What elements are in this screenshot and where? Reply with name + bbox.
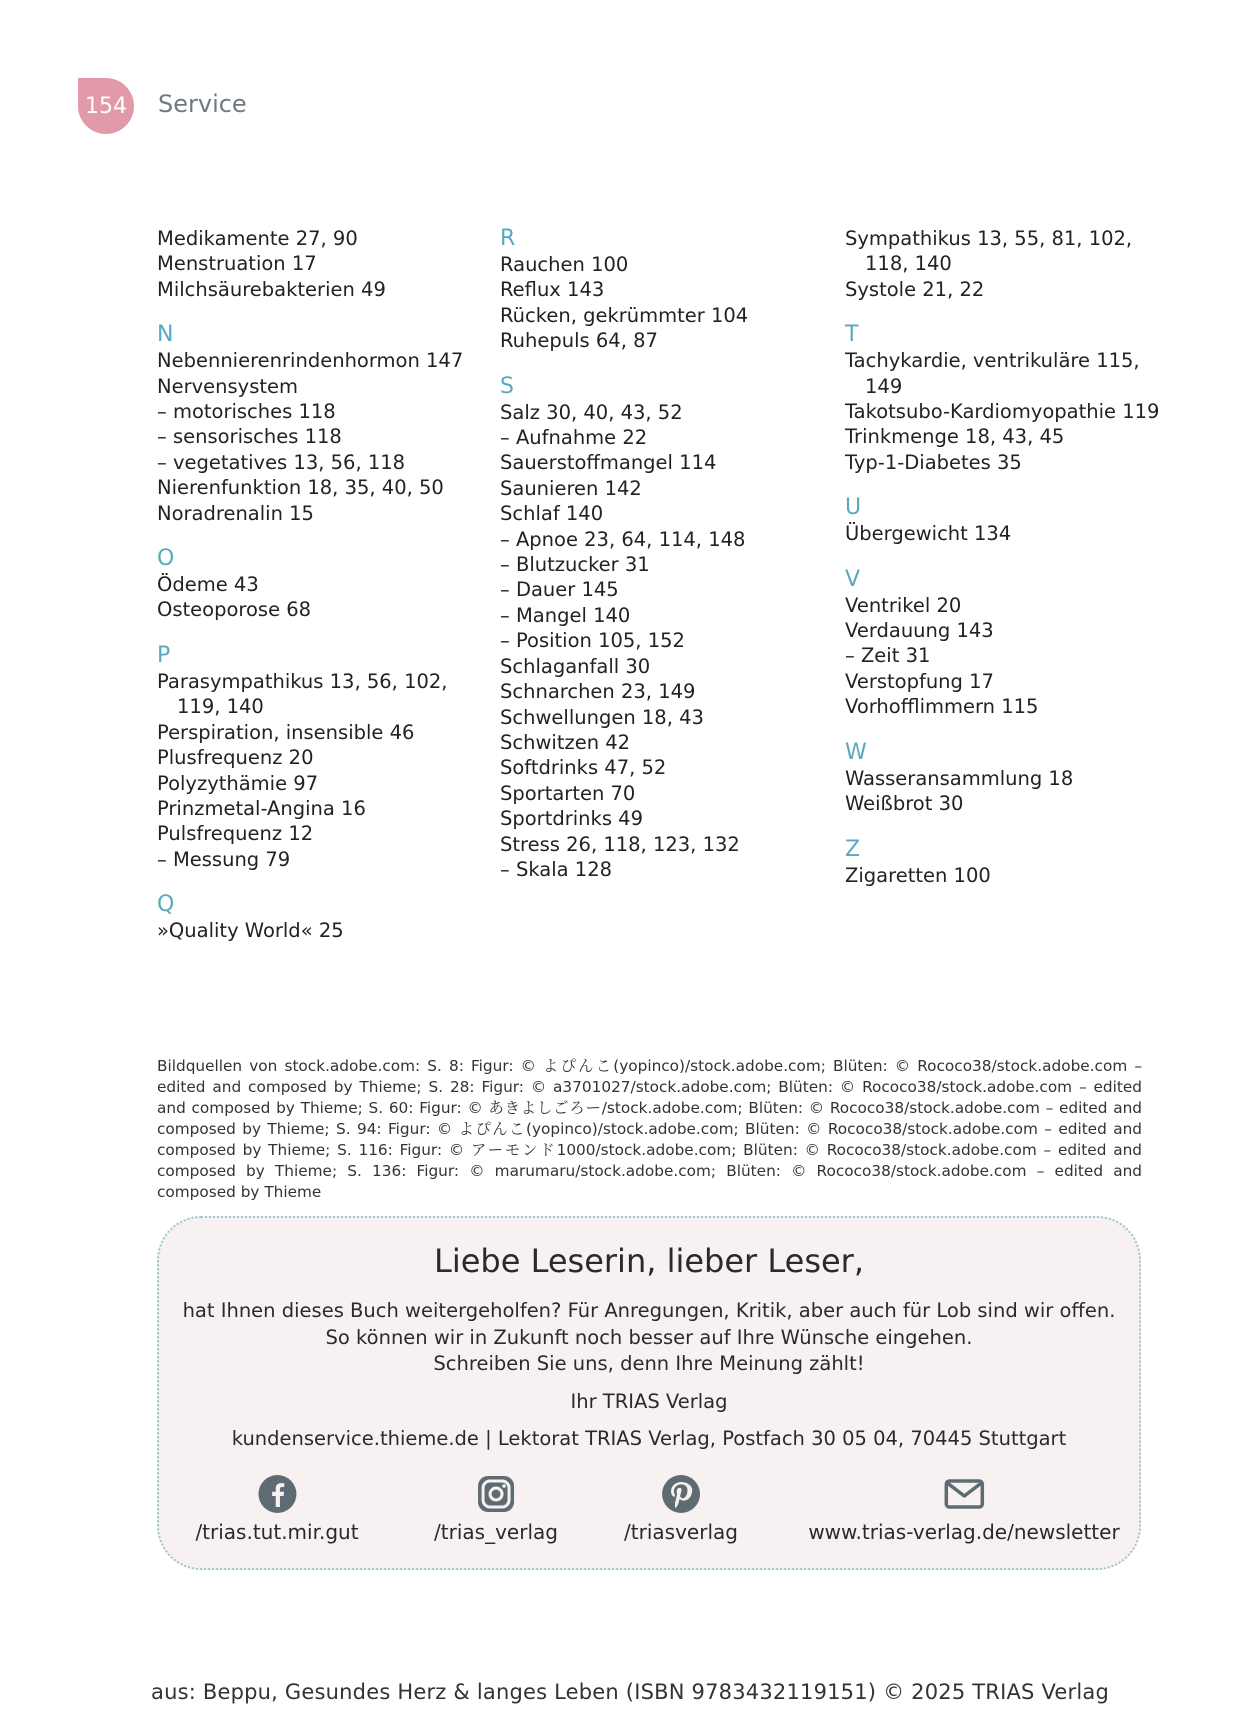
index-column-3	[845, 226, 1175, 888]
index-entry: Rauchen 100	[500, 253, 629, 276]
index-entry: Ödeme 43	[157, 573, 259, 597]
index-entry: Verstopfung 17	[845, 669, 994, 693]
page-number: 154	[85, 93, 127, 119]
social-instagram[interactable]	[434, 1474, 558, 1544]
social-label: /trias.tut.mir.gut	[195, 1520, 359, 1544]
source-footer: aus: Beppu, Gesundes Herz & langes Leben (ISBN 9783432119151) © 2025 TRIAS Verlag	[151, 1680, 1109, 1704]
index-entry: Softdrinks 47, 52	[500, 756, 667, 780]
index-letter: W	[845, 739, 867, 765]
index-entry: Milchsäurebakterien 49	[157, 277, 386, 301]
index-entry: Typ-1-Diabetes 35	[845, 450, 1022, 474]
index-entry: Plusfrequenz 20	[157, 746, 314, 770]
index-group	[157, 322, 487, 526]
index-subentry: – Dauer 145	[500, 577, 830, 602]
feedback-line: hat Ihnen dieses Buch weitergeholfen? Für Anregungen, Kritik, aber auch für Lob sind wir offen.	[182, 1299, 1116, 1322]
index-subentry: – motorisches 118	[157, 399, 487, 424]
index-column-2	[500, 226, 830, 882]
index-group	[845, 322, 1175, 475]
index-group	[845, 495, 1175, 546]
feedback-contact: kundenservice.thieme.de | Lektorat TRIAS Verlag, Postfach 30 05 04, 70445 Stuttgart	[231, 1426, 1067, 1450]
index-entry: Ruhepuls 64, 87	[500, 329, 658, 353]
index-entry: Zigaretten 100	[845, 863, 991, 887]
index-group	[845, 226, 1175, 302]
index-entry: Osteoporose 68	[157, 598, 312, 622]
index-entry: 149	[865, 374, 903, 398]
page-number-badge	[78, 78, 134, 134]
index-subentry: – Apnoe 23, 64, 114, 148	[500, 527, 830, 552]
index-letter: U	[845, 495, 862, 521]
index-group	[845, 837, 1175, 888]
index-entry: Nervensystem	[157, 374, 298, 398]
index-entry: Schwitzen 42	[500, 730, 631, 754]
index-entry: Schlaganfall 30	[500, 654, 651, 678]
index-entry: Takotsubo-Kardiomyopathie 119	[845, 400, 1160, 424]
social-pinterest[interactable]	[624, 1474, 738, 1544]
index-subentry: – Aufnahme 22	[500, 425, 830, 450]
index-group	[157, 892, 487, 943]
index-letter: R	[500, 226, 516, 251]
pinterest-icon	[661, 1474, 701, 1514]
index-entry: Prinzmetal-Angina 16	[157, 796, 366, 820]
index-group	[845, 567, 1175, 720]
index-entry: Weißbrot 30	[845, 792, 964, 816]
index-entry: Rücken, gekrümmter 104	[500, 303, 749, 327]
index-entry: Menstruation 17	[157, 252, 317, 276]
index-group	[157, 546, 487, 623]
index-subentry: – Blutzucker 31	[500, 552, 830, 577]
index-entry: Schlaf 140	[500, 502, 604, 526]
mail-icon	[942, 1474, 986, 1514]
index-subentry: – Mangel 140	[500, 603, 830, 628]
index-group	[157, 643, 487, 872]
social-facebook[interactable]	[195, 1474, 358, 1544]
index-entry: Perspiration, insensible 46	[157, 720, 415, 744]
index-entry: Polyzythämie 97	[157, 771, 319, 795]
index-entry: Schnarchen 23, 149	[500, 680, 696, 704]
section-title: Service	[158, 90, 247, 118]
feedback-line: So können wir in Zukunft noch besser auf Ihre Wünsche eingehen.	[325, 1325, 973, 1349]
index-letter: P	[157, 642, 171, 668]
index-entry: Nebennierenrindenhormon 147	[157, 349, 464, 373]
index-entry: Trinkmenge 18, 43, 45	[845, 425, 1065, 449]
index-entry: 119, 140	[177, 695, 264, 719]
feedback-box	[157, 1216, 1141, 1570]
index-entry: Schwellungen 18, 43	[500, 705, 704, 729]
index-entry: Übergewicht 134	[845, 522, 1012, 546]
index-subentry: – sensorisches 118	[157, 424, 487, 449]
index-entry: Ventrikel 20	[845, 593, 962, 617]
index-entry: Tachykardie, ventrikuläre 115,	[845, 349, 1140, 373]
social-newsletter[interactable]	[808, 1474, 1119, 1544]
social-links	[159, 1474, 1139, 1554]
index-subentry: – vegetatives 13, 56, 118	[157, 450, 487, 475]
feedback-signature: Ihr TRIAS Verlag	[570, 1389, 728, 1413]
index-subentry: – Skala 128	[500, 857, 830, 882]
index-group	[157, 226, 487, 302]
index-entry: Reflux 143	[500, 278, 605, 302]
index-subentry: – Messung 79	[157, 847, 487, 872]
index-entry: Stress 26, 118, 123, 132	[500, 832, 740, 856]
index-entry: Vorhofflimmern 115	[845, 695, 1039, 719]
feedback-body	[159, 1298, 1139, 1378]
index-entry: Medikamente 27, 90	[157, 227, 358, 250]
index-entry: Wasseransammlung 18	[845, 766, 1074, 790]
index-entry: »Quality World« 25	[157, 919, 344, 943]
index-entry: Sympathikus 13, 55, 81, 102,	[845, 227, 1133, 250]
index-entry: Systole 21, 22	[845, 277, 985, 301]
index-letter: O	[157, 546, 175, 572]
index-group	[500, 226, 830, 354]
social-label: /triasverlag	[624, 1520, 738, 1544]
index-entry: 118, 140	[865, 252, 952, 276]
social-label: /trias_verlag	[434, 1520, 558, 1544]
index-group	[500, 374, 830, 883]
index-letter: T	[845, 322, 859, 348]
index-group	[845, 740, 1175, 817]
social-label: www.trias-verlag.de/newsletter	[808, 1520, 1120, 1544]
image-credits: Bildquellen von stock.adobe.com: S. 8: Figur: © よぴんこ(yopinco)/stock.adobe.com; Blüten: © Rococo38/stock.adobe.com – edited and composed by Thieme; S. 28: Figur: © a3701027/stock.adobe.com; Blüten: © Rococo38/stock.adobe.com – edited and composed by Thieme; S. 60: Figur: © あきよしごろー/stock.adobe.com; Blüten: © Rococo38/stock.adobe.com – edited and composed by Thieme; S. 94: Figur: © よぴんこ(yopinco)/stock.adobe.com; Blüten: © Rococo38/stock.adobe.com – edited and composed by Thieme; S. 116: Figur: © アーモンド1000/stock.adobe.com; Blüten: © Rococo38/stock.adobe.com – edited and composed by Thieme; S. 136: Figur: © marumaru/stock.adobe.com; Blüten: © Rococo38/stock.adobe.com – edited and composed by Thieme	[157, 1057, 1142, 1201]
index-letter: Z	[845, 836, 861, 862]
feedback-line: Schreiben Sie uns, denn Ihre Meinung zählt!	[433, 1352, 865, 1375]
index-entry: Parasympathikus 13, 56, 102,	[157, 669, 448, 693]
feedback-heading: Liebe Leserin, lieber Leser,	[434, 1242, 864, 1280]
index-subentry: – Position 105, 152	[500, 628, 830, 653]
index-entry: Salz 30, 40, 43, 52	[500, 400, 683, 424]
index-letter: V	[845, 566, 861, 592]
index-entry: Nierenfunktion 18, 35, 40, 50	[157, 476, 444, 500]
index-letter: S	[500, 373, 514, 399]
index-column-1	[157, 226, 487, 944]
index-entry: Sauerstoffmangel 114	[500, 451, 717, 475]
index-letter: Q	[157, 892, 175, 918]
index-letter: N	[157, 322, 174, 348]
index-entry: Sportarten 70	[500, 781, 636, 805]
index-entry: Noradrenalin 15	[157, 501, 314, 525]
index-entry: Verdauung 143	[845, 619, 994, 643]
facebook-icon	[257, 1474, 297, 1514]
instagram-icon	[476, 1474, 516, 1514]
index-subentry: – Zeit 31	[845, 643, 1175, 668]
index-entry: Saunieren 142	[500, 476, 642, 500]
index-entry: Sportdrinks 49	[500, 807, 643, 831]
index-entry: Pulsfrequenz 12	[157, 822, 314, 846]
